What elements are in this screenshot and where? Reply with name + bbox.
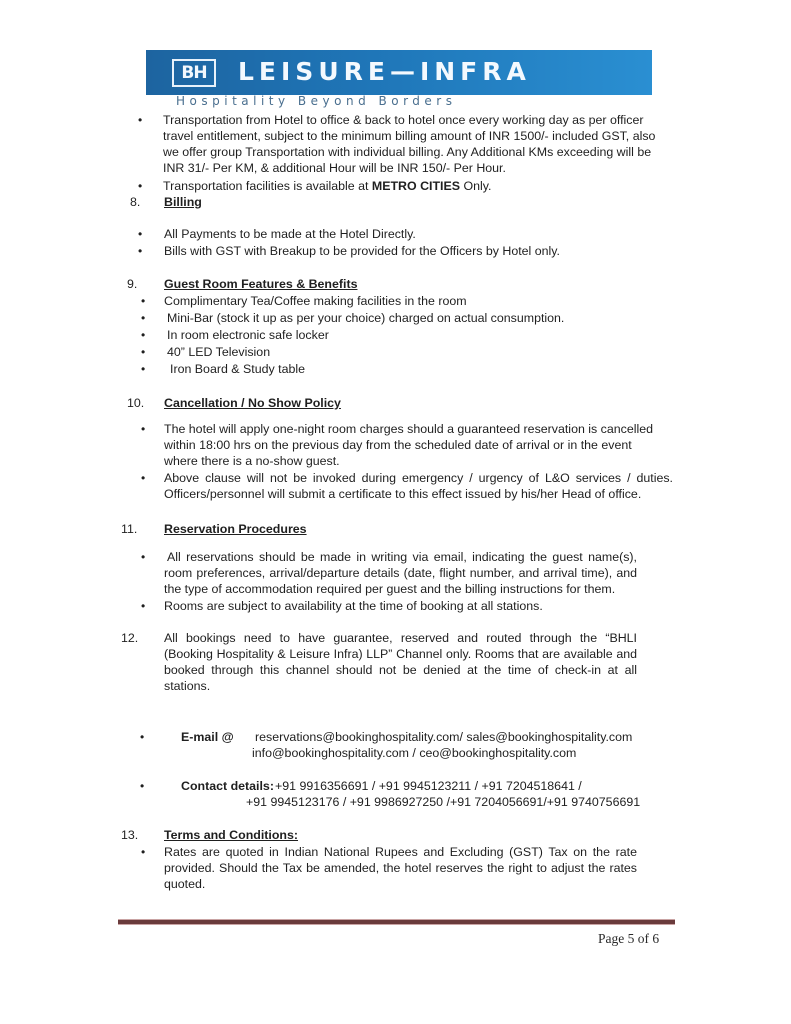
room-feature-item: Complimentary Tea/Coffee making facilities in the room bbox=[164, 294, 467, 308]
cancellation-line: Officers/personnel will submit a certificate to this effect issued by his/her Head of office. bbox=[164, 487, 642, 501]
page-number: Page 5 of 6 bbox=[598, 931, 660, 946]
transport-line-1: Transportation from Hotel to office & back to hotel once every working day as per officer bbox=[163, 113, 644, 127]
reservation-line: All reservations should be made in writing via email, indicating the guest name(s), bbox=[167, 550, 637, 564]
bullet-icon: • bbox=[141, 471, 146, 485]
bullet-icon: • bbox=[141, 311, 146, 325]
bullet-icon: • bbox=[141, 550, 146, 564]
brand-name: LEISURE—INFRA bbox=[238, 57, 531, 86]
section-10-number: 10. bbox=[127, 396, 145, 410]
section-10-heading: Cancellation / No Show Policy bbox=[164, 396, 341, 410]
billing-item: All Payments to be made at the Hotel Directly. bbox=[164, 227, 416, 241]
room-feature-item: In room electronic safe locker bbox=[167, 328, 329, 342]
section-13-number: 13. bbox=[121, 828, 139, 842]
reservation-line: Rooms are subject to availability at the time of booking at all stations. bbox=[164, 599, 543, 613]
header-banner bbox=[146, 50, 652, 95]
email-label: E-mail @ bbox=[181, 730, 234, 744]
section-9-heading: Guest Room Features & Benefits bbox=[164, 277, 358, 291]
bullet-icon: • bbox=[138, 244, 143, 258]
section-8-number: 8. bbox=[130, 195, 141, 209]
bullet-icon: • bbox=[141, 599, 146, 613]
bullet-icon: • bbox=[138, 227, 143, 241]
email-addresses-line-2[interactable]: info@bookinghospitality.com / ceo@bookinghospitality.com bbox=[252, 746, 577, 760]
phone-numbers-line-1: +91 9916356691 / +91 9945123211 / +91 7204518641 / bbox=[275, 779, 582, 793]
transport-metro-suffix: Only. bbox=[460, 179, 492, 193]
bullet-icon: • bbox=[138, 113, 143, 127]
terms-line: Rates are quoted in Indian National Rupees and Excluding (GST) Tax on the rate bbox=[164, 845, 637, 859]
terms-line: provided. Should the Tax be amended, the hotel reserves the right to adjust the rates bbox=[164, 861, 637, 875]
transport-line-3: we offer group Transportation with individual billing. Any Additional KMs exceeding will be bbox=[163, 145, 652, 159]
reservation-line: room preferences, arrival/departure details (date, flight number, and arrival time), and bbox=[164, 566, 637, 580]
section-13-heading: Terms and Conditions: bbox=[164, 828, 299, 842]
channel-policy-line: All bookings need to have guarantee, reserved and routed through the “BHLI bbox=[164, 631, 637, 645]
room-feature-item: Iron Board & Study table bbox=[170, 362, 306, 376]
section-8-heading: Billing bbox=[164, 195, 202, 209]
section-11-number: 11. bbox=[121, 522, 138, 536]
terms-line: quoted. bbox=[164, 877, 206, 891]
reservation-line: the type of accommodation required per guest and the billing instructions for them. bbox=[164, 582, 616, 596]
transport-metro-line bbox=[163, 178, 491, 195]
billing-item: Bills with GST with Breakup to be provided for the Officers by Hotel only. bbox=[164, 244, 560, 258]
bullet-icon: • bbox=[141, 422, 146, 436]
section-9-number: 9. bbox=[127, 277, 138, 291]
bullet-icon: • bbox=[141, 345, 146, 359]
transport-metro-prefix: Transportation facilities is available at bbox=[163, 179, 372, 193]
channel-policy-line: stations. bbox=[164, 679, 211, 693]
bullet-icon: • bbox=[141, 845, 146, 859]
brand-tagline: Hospitality Beyond Borders bbox=[176, 94, 457, 108]
section-12-number: 12. bbox=[121, 631, 139, 645]
email-addresses-line-1[interactable]: reservations@bookinghospitality.com/ sales@bookinghospitality.com bbox=[255, 730, 633, 744]
room-feature-item: Mini-Bar (stock it up as per your choice) charged on actual consumption. bbox=[167, 311, 565, 325]
channel-policy-line: (Booking Hospitality & Leisure Infra) LLP” Channel only. Rooms that are available and bbox=[164, 647, 637, 661]
transport-line-4: INR 31/- Per KM, & additional Hour will be INR 150/- Per Hour. bbox=[163, 161, 506, 175]
logo-mark-text: BH bbox=[181, 63, 207, 83]
bullet-icon: • bbox=[141, 362, 146, 376]
transport-line-2: travel entitlement, subject to the minimum billing amount of INR 1500/- included GST, also bbox=[163, 129, 656, 143]
cancellation-line: The hotel will apply one-night room charges should a guaranteed reservation is cancelled bbox=[164, 422, 654, 436]
phone-numbers-line-2: +91 9945123176 / +91 9986927250 /+91 7204056691/+91 9740756691 bbox=[246, 795, 641, 809]
bullet-icon: • bbox=[141, 328, 146, 342]
metro-cities-emphasis: METRO CITIES bbox=[371, 179, 461, 193]
bullet-icon: • bbox=[140, 779, 145, 793]
contact-label: Contact details: bbox=[181, 779, 274, 793]
bullet-icon: • bbox=[141, 294, 146, 308]
section-11-heading: Reservation Procedures bbox=[164, 522, 307, 536]
bullet-icon: • bbox=[138, 179, 143, 193]
channel-policy-line: booked through this channel should not be denied at the time of check-in at all bbox=[164, 663, 637, 677]
bh-logo-icon bbox=[172, 59, 216, 87]
footer-divider bbox=[118, 920, 675, 924]
room-feature-item: 40” LED Television bbox=[167, 345, 271, 359]
bullet-icon: • bbox=[140, 730, 145, 744]
cancellation-line: where there is a no-show guest. bbox=[164, 454, 340, 468]
cancellation-line: Above clause will not be invoked during emergency / urgency of L&O services / duties. bbox=[164, 471, 673, 485]
cancellation-line: within 18:00 hrs on the previous day from the scheduled date of arrival or in the event bbox=[164, 438, 632, 452]
